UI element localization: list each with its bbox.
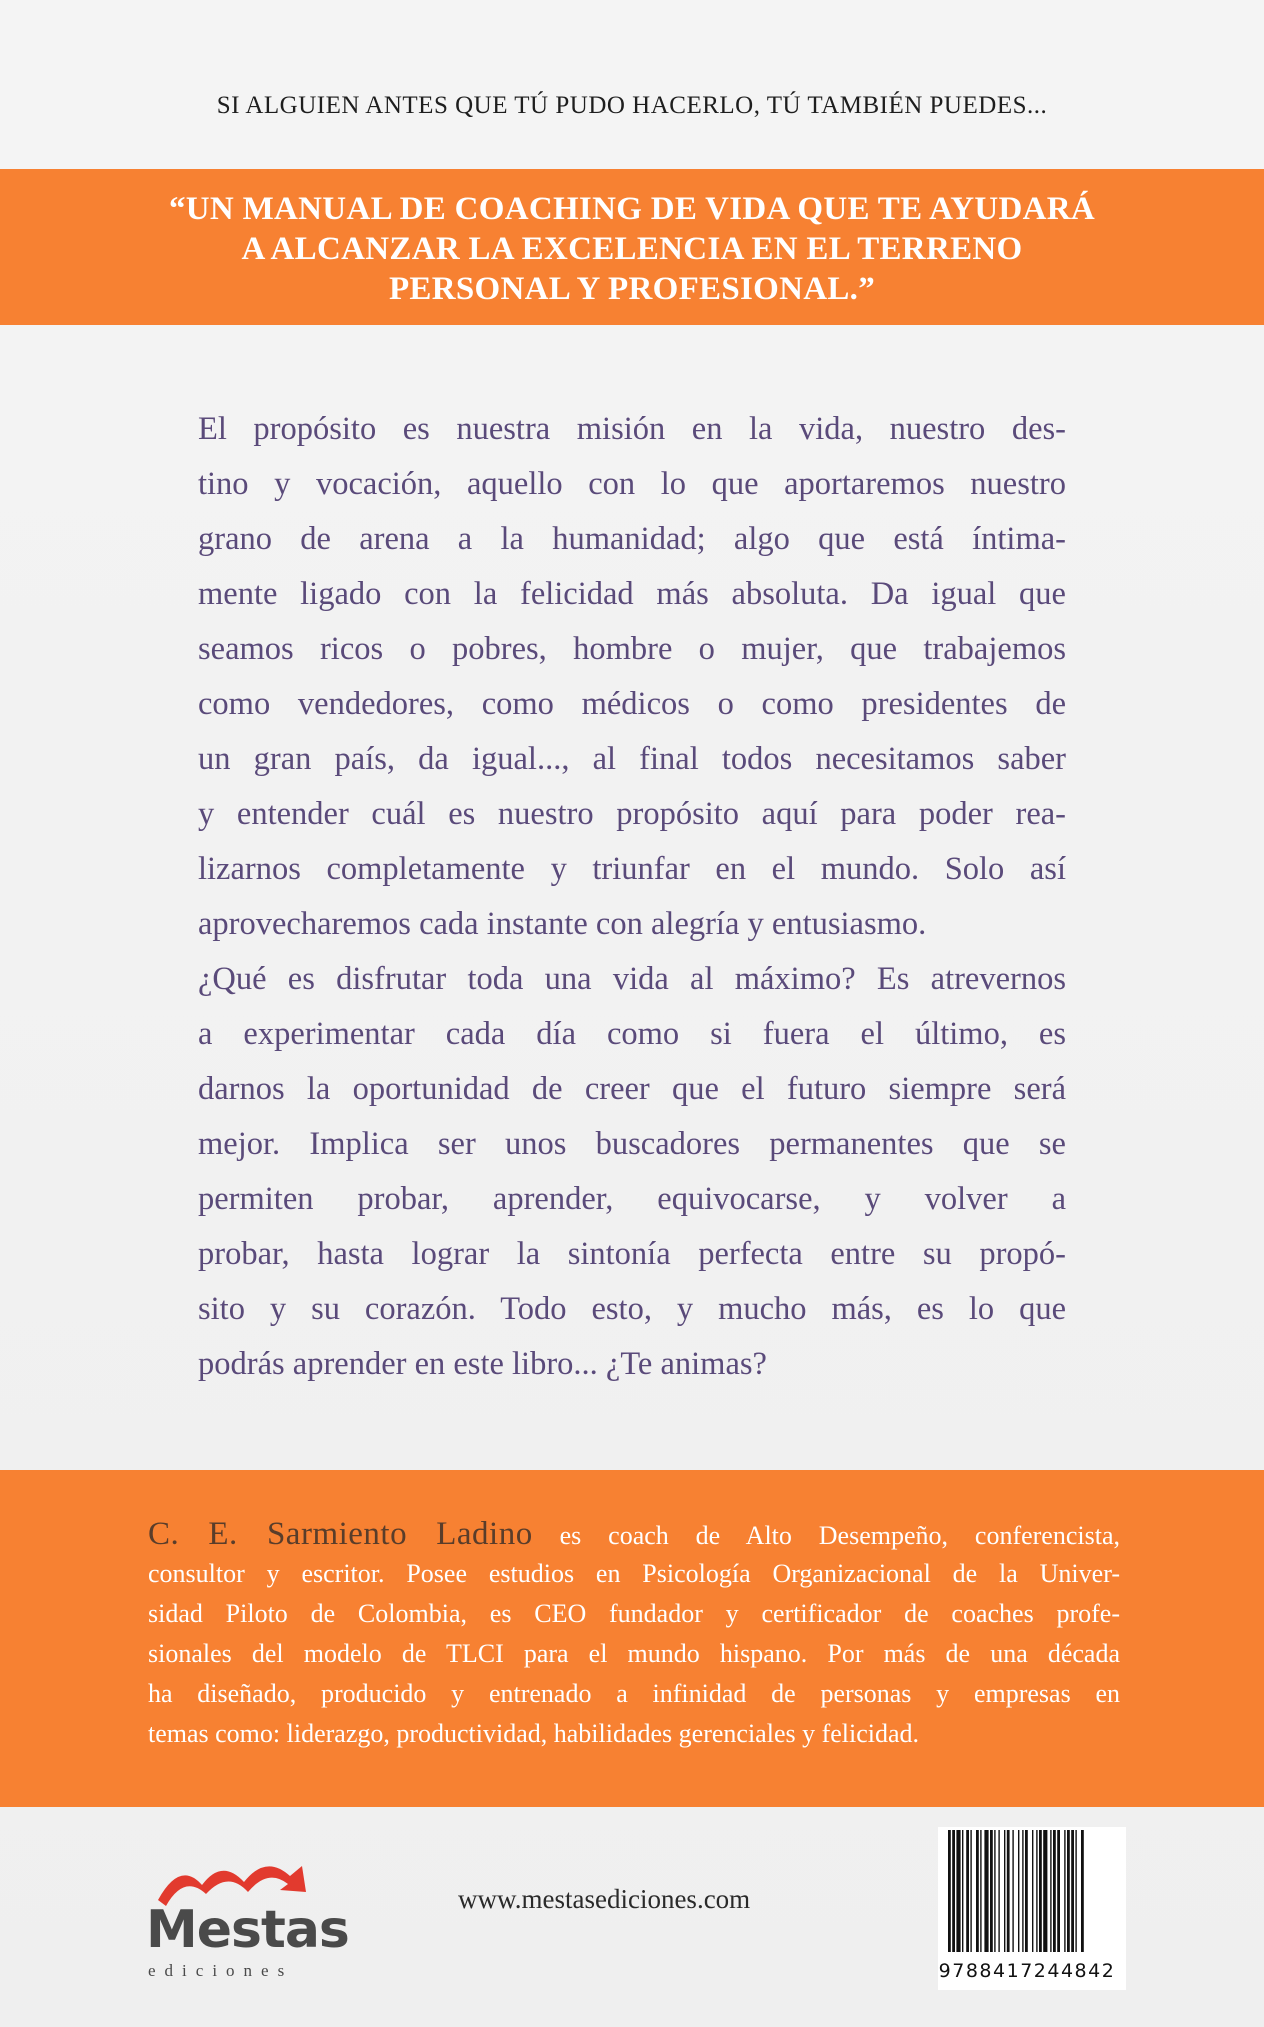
description-line: permiten probar, aprender, equivocarse, y volver a <box>198 1181 1066 1217</box>
barcode-bar <box>952 1830 955 1952</box>
description-line: aprovecharemos cada instante con alegría y entusiasmo. <box>198 906 927 942</box>
description-line: un gran país, da igual..., al final todos necesitamos saber <box>198 741 1066 777</box>
description-line: tino y vocación, aquello con lo que aportaremos nuestro <box>198 466 1066 502</box>
barcode-bar <box>976 1830 979 1952</box>
barcode-bar <box>1004 1830 1005 1952</box>
quote-line: “UN MANUAL DE COACHING DE VIDA QUE TE AYUDARÁ <box>168 191 1095 227</box>
description <box>198 402 1066 1392</box>
barcode-bar <box>1071 1830 1074 1952</box>
barcode-bar <box>1012 1830 1013 1952</box>
quote-line: PERSONAL Y PROFESIONAL.” <box>388 271 876 307</box>
description-line: y entender cuál es nuestro propósito aquí para poder rea- <box>198 796 1066 832</box>
barcode-bar <box>948 1830 951 1952</box>
barcode-bar <box>980 1830 981 1952</box>
barcode-bar <box>1025 1830 1028 1952</box>
barcode-bar <box>1081 1830 1084 1952</box>
barcode-bar <box>1043 1830 1047 1952</box>
barcode-bar <box>994 1830 995 1952</box>
bio-line-rest: es coach de Alto Desempeño, conferencista, <box>532 1521 1120 1550</box>
author-name: C. E. Sarmiento Ladino <box>148 1516 533 1552</box>
bio-line: sionales del modelo de TLCI para el mundo hispano. Por más de una década <box>148 1639 1120 1668</box>
barcode-bar <box>1067 1830 1070 1952</box>
description-line: como vendedores, como médicos o como presidentes de <box>198 686 1066 722</box>
barcode-bar <box>998 1830 999 1952</box>
barcode-bar <box>990 1830 993 1952</box>
barcode-bar <box>1053 1830 1056 1952</box>
author-bio <box>148 1514 1120 1754</box>
quote-line: A ALCANZAR LA EXCELENCIA EN EL TERRENO <box>241 231 1023 267</box>
tagline: SI ALGUIEN ANTES QUE TÚ PUDO HACERLO, TÚ TAMBIÉN PUEDES... <box>216 92 1048 119</box>
description-line: mejor. Implica ser unos buscadores permanentes que se <box>198 1126 1066 1162</box>
barcode-bar <box>1057 1830 1060 1952</box>
description-line: lizarnos completamente y triunfar en el mundo. Solo así <box>198 851 1066 887</box>
barcode-bar <box>1075 1830 1076 1952</box>
barcode-bar <box>956 1830 960 1952</box>
barcode-bar <box>966 1830 969 1952</box>
bio-line <box>148 1514 1120 1554</box>
description-line: grano de arena a la humanidad; algo que está íntima- <box>198 521 1066 557</box>
quote <box>0 189 1264 309</box>
description-line: ¿Qué es disfrutar toda una vida al máximo? Es atrevernos <box>198 961 1066 997</box>
barcode-bar <box>1064 1830 1065 1952</box>
description-line: El propósito es nuestra misión en la vida, nuestro des- <box>198 411 1066 447</box>
publisher-name: Mestas <box>146 1900 349 1960</box>
bio-line: temas como: liderazgo, productividad, habilidades gerenciales y felicidad. <box>148 1719 920 1748</box>
bio-line: consultor y escritor. Posee estudios en Psicología Organizacional de la Univer- <box>148 1559 1120 1588</box>
barcode-bar <box>1022 1830 1023 1952</box>
barcode-bar <box>984 1830 988 1952</box>
bio-line: sidad Piloto de Colombia, es CEO fundador y certificador de coaches profe- <box>148 1599 1120 1628</box>
barcode-bar <box>1032 1830 1033 1952</box>
barcode-bar <box>1018 1830 1019 1952</box>
publisher-url[interactable]: www.mestasediciones.com <box>458 1884 751 1914</box>
barcode-bar <box>1036 1830 1037 1952</box>
description-line: darnos la oportunidad de creer que el futuro siempre será <box>198 1071 1066 1107</box>
description-line: a experimentar cada día como si fuera el último, es <box>198 1016 1066 1052</box>
description-line: seamos ricos o pobres, hombre o mujer, que trabajemos <box>198 631 1066 667</box>
bio-line: ha diseñado, producido y entrenado a infinidad de personas y empresas en <box>148 1679 1120 1708</box>
description-line: mente ligado con la felicidad más absoluta. Da igual que <box>198 576 1066 612</box>
barcode-bar <box>962 1830 963 1952</box>
barcode-bar <box>1039 1830 1042 1952</box>
barcode-icon <box>946 1830 1118 1958</box>
publisher-subtitle: ediciones <box>148 1961 294 1980</box>
barcode-bar <box>1050 1830 1051 1952</box>
barcode-bar <box>1007 1830 1010 1952</box>
description-line: sito y su corazón. Todo esto, y mucho más, es lo que <box>198 1291 1066 1327</box>
barcode-bar <box>970 1830 971 1952</box>
isbn-number: 9788417244842 <box>938 1960 1116 1982</box>
description-line: probar, hasta lograr la sintonía perfecta entre su propó- <box>198 1236 1066 1272</box>
description-line: podrás aprender en este libro... ¿Te animas? <box>198 1346 767 1382</box>
